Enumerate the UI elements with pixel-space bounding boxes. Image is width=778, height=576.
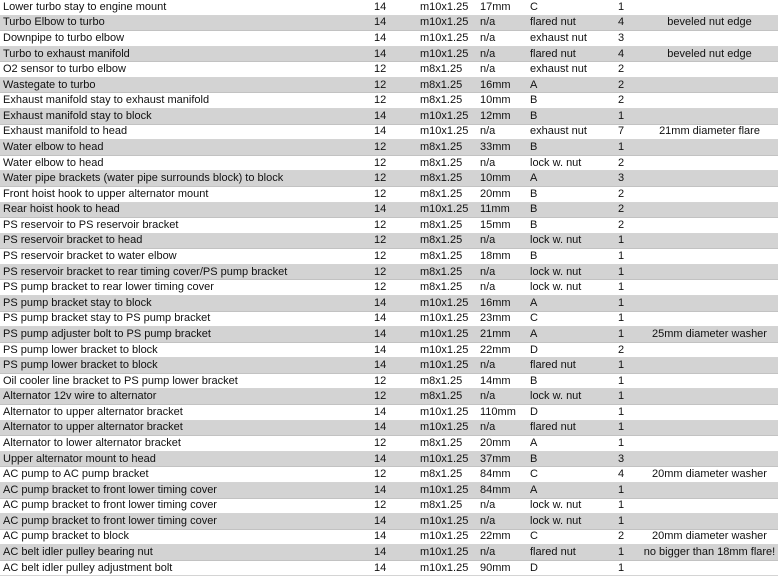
cell-quantity: 1 (615, 327, 641, 343)
cell-thread: m8x1.25 (417, 498, 477, 514)
cell-description: Alternator to upper alternator bracket (0, 420, 370, 436)
cell-length: n/a (477, 124, 527, 140)
cell-description: Downpipe to turbo elbow (0, 31, 370, 47)
cell-type: B (527, 451, 615, 467)
cell-wrench-size: 14 (370, 0, 417, 15)
cell-wrench-size: 12 (370, 93, 417, 109)
cell-thread: m8x1.25 (417, 140, 477, 156)
table-row (0, 311, 778, 327)
cell-note (641, 77, 778, 93)
cell-quantity: 2 (615, 93, 641, 109)
cell-note (641, 31, 778, 47)
cell-length: 12mm (477, 109, 527, 125)
cell-wrench-size: 14 (370, 31, 417, 47)
cell-thread: m8x1.25 (417, 280, 477, 296)
cell-note (641, 373, 778, 389)
cell-description: AC pump to AC pump bracket (0, 467, 370, 483)
cell-type: A (527, 171, 615, 187)
cell-length: n/a (477, 498, 527, 514)
cell-wrench-size: 12 (370, 186, 417, 202)
cell-wrench-size: 14 (370, 358, 417, 374)
cell-type: B (527, 249, 615, 265)
cell-wrench-size: 14 (370, 560, 417, 576)
cell-quantity: 3 (615, 31, 641, 47)
cell-description: Front hoist hook to upper alternator mount (0, 186, 370, 202)
cell-description: Alternator 12v wire to alternator (0, 389, 370, 405)
cell-length: 18mm (477, 249, 527, 265)
cell-length: 23mm (477, 311, 527, 327)
cell-length: n/a (477, 420, 527, 436)
cell-note (641, 0, 778, 15)
cell-description: AC pump bracket to front lower timing cover (0, 498, 370, 514)
table-row (0, 389, 778, 405)
cell-length: 20mm (477, 436, 527, 452)
cell-note: 20mm diameter washer (641, 467, 778, 483)
cell-thread: m10x1.25 (417, 311, 477, 327)
cell-description: PS pump adjuster bolt to PS pump bracket (0, 327, 370, 343)
cell-note (641, 482, 778, 498)
cell-note (641, 62, 778, 78)
cell-length: 84mm (477, 482, 527, 498)
cell-wrench-size: 14 (370, 514, 417, 530)
cell-note (641, 451, 778, 467)
table-row (0, 264, 778, 280)
cell-description: AC pump bracket to front lower timing cover (0, 482, 370, 498)
cell-thread: m10x1.25 (417, 109, 477, 125)
cell-wrench-size: 14 (370, 202, 417, 218)
cell-quantity: 4 (615, 467, 641, 483)
cell-thread: m10x1.25 (417, 451, 477, 467)
cell-type: lock w. nut (527, 389, 615, 405)
cell-wrench-size: 12 (370, 467, 417, 483)
cell-thread: m8x1.25 (417, 171, 477, 187)
cell-length: 20mm (477, 186, 527, 202)
cell-thread: m10x1.25 (417, 545, 477, 561)
cell-wrench-size: 12 (370, 218, 417, 234)
cell-quantity: 7 (615, 124, 641, 140)
cell-type: lock w. nut (527, 233, 615, 249)
table-row (0, 529, 778, 545)
table-row (0, 560, 778, 576)
cell-type: exhaust nut (527, 31, 615, 47)
cell-note (641, 498, 778, 514)
cell-thread: m10x1.25 (417, 560, 477, 576)
cell-description: Alternator to upper alternator bracket (0, 405, 370, 421)
cell-thread: m8x1.25 (417, 233, 477, 249)
cell-type: flared nut (527, 358, 615, 374)
cell-quantity: 2 (615, 218, 641, 234)
table-row (0, 15, 778, 31)
cell-quantity: 1 (615, 311, 641, 327)
table-row (0, 109, 778, 125)
cell-thread: m8x1.25 (417, 186, 477, 202)
cell-quantity: 1 (615, 109, 641, 125)
cell-thread: m8x1.25 (417, 389, 477, 405)
cell-description: Alternator to lower alternator bracket (0, 436, 370, 452)
cell-note (641, 171, 778, 187)
cell-type: B (527, 202, 615, 218)
cell-note (641, 202, 778, 218)
cell-length: 14mm (477, 373, 527, 389)
cell-description: AC belt idler pulley adjustment bolt (0, 560, 370, 576)
table-row (0, 93, 778, 109)
cell-wrench-size: 14 (370, 109, 417, 125)
cell-description: Turbo Elbow to turbo (0, 15, 370, 31)
cell-type: D (527, 405, 615, 421)
cell-thread: m8x1.25 (417, 93, 477, 109)
table-row (0, 436, 778, 452)
cell-quantity: 1 (615, 295, 641, 311)
cell-description: PS pump bracket stay to PS pump bracket (0, 311, 370, 327)
cell-note: 21mm diameter flare (641, 124, 778, 140)
cell-description: Oil cooler line bracket to PS pump lower bracket (0, 373, 370, 389)
cell-length: 10mm (477, 93, 527, 109)
cell-length: n/a (477, 358, 527, 374)
cell-thread: m10x1.25 (417, 482, 477, 498)
cell-thread: m10x1.25 (417, 420, 477, 436)
cell-wrench-size: 14 (370, 311, 417, 327)
cell-wrench-size: 12 (370, 77, 417, 93)
cell-thread: m8x1.25 (417, 62, 477, 78)
cell-type: lock w. nut (527, 155, 615, 171)
cell-quantity: 4 (615, 46, 641, 62)
cell-note (641, 280, 778, 296)
cell-quantity: 1 (615, 482, 641, 498)
cell-quantity: 1 (615, 373, 641, 389)
table-row (0, 420, 778, 436)
cell-type: exhaust nut (527, 62, 615, 78)
cell-length: n/a (477, 264, 527, 280)
cell-wrench-size: 12 (370, 264, 417, 280)
cell-thread: m10x1.25 (417, 295, 477, 311)
cell-type: lock w. nut (527, 264, 615, 280)
table-row (0, 327, 778, 343)
cell-length: n/a (477, 31, 527, 47)
cell-wrench-size: 14 (370, 482, 417, 498)
cell-description: PS pump lower bracket to block (0, 358, 370, 374)
cell-quantity: 4 (615, 15, 641, 31)
cell-type: B (527, 218, 615, 234)
cell-length: n/a (477, 514, 527, 530)
cell-type: C (527, 311, 615, 327)
cell-wrench-size: 12 (370, 373, 417, 389)
cell-thread: m8x1.25 (417, 436, 477, 452)
cell-length: 11mm (477, 202, 527, 218)
cell-type: lock w. nut (527, 498, 615, 514)
cell-thread: m10x1.25 (417, 529, 477, 545)
cell-wrench-size: 14 (370, 124, 417, 140)
cell-note (641, 560, 778, 576)
table-row (0, 46, 778, 62)
cell-length: 16mm (477, 77, 527, 93)
cell-type: A (527, 295, 615, 311)
table-row (0, 451, 778, 467)
cell-quantity: 1 (615, 405, 641, 421)
cell-description: Exhaust manifold to head (0, 124, 370, 140)
cell-type: A (527, 482, 615, 498)
cell-type: D (527, 342, 615, 358)
cell-description: PS pump bracket to rear lower timing cover (0, 280, 370, 296)
cell-description: PS reservoir to PS reservoir bracket (0, 218, 370, 234)
table-row (0, 373, 778, 389)
cell-description: Exhaust manifold stay to block (0, 109, 370, 125)
cell-note (641, 93, 778, 109)
cell-type: B (527, 93, 615, 109)
table-row (0, 155, 778, 171)
table-row (0, 186, 778, 202)
cell-thread: m8x1.25 (417, 264, 477, 280)
cell-wrench-size: 12 (370, 498, 417, 514)
cell-type: flared nut (527, 15, 615, 31)
cell-note (641, 155, 778, 171)
table-row (0, 62, 778, 78)
cell-wrench-size: 14 (370, 451, 417, 467)
cell-length: 37mm (477, 451, 527, 467)
cell-quantity: 2 (615, 155, 641, 171)
cell-length: n/a (477, 62, 527, 78)
cell-length: 22mm (477, 342, 527, 358)
table-row (0, 295, 778, 311)
cell-length: 17mm (477, 0, 527, 15)
cell-thread: m10x1.25 (417, 514, 477, 530)
table-row (0, 280, 778, 296)
cell-description: Upper alternator mount to head (0, 451, 370, 467)
cell-description: Rear hoist hook to head (0, 202, 370, 218)
cell-wrench-size: 14 (370, 420, 417, 436)
table-row (0, 202, 778, 218)
table-row (0, 0, 778, 15)
table-row (0, 31, 778, 47)
cell-thread: m10x1.25 (417, 202, 477, 218)
cell-note (641, 405, 778, 421)
cell-type: A (527, 327, 615, 343)
cell-description: Water elbow to head (0, 155, 370, 171)
cell-thread: m10x1.25 (417, 327, 477, 343)
cell-description: Turbo to exhaust manifold (0, 46, 370, 62)
cell-description: AC belt idler pulley bearing nut (0, 545, 370, 561)
cell-length: n/a (477, 389, 527, 405)
cell-quantity: 1 (615, 233, 641, 249)
cell-quantity: 1 (615, 0, 641, 15)
cell-quantity: 1 (615, 545, 641, 561)
cell-description: PS reservoir bracket to rear timing cover/PS pump bracket (0, 264, 370, 280)
table-row (0, 405, 778, 421)
cell-length: 90mm (477, 560, 527, 576)
cell-quantity: 2 (615, 202, 641, 218)
cell-note: 20mm diameter washer (641, 529, 778, 545)
cell-length: n/a (477, 46, 527, 62)
cell-quantity: 1 (615, 264, 641, 280)
table-row (0, 140, 778, 156)
cell-type: D (527, 560, 615, 576)
cell-note (641, 249, 778, 265)
cell-type: B (527, 186, 615, 202)
cell-note: beveled nut edge (641, 15, 778, 31)
cell-wrench-size: 12 (370, 249, 417, 265)
cell-description: Wastegate to turbo (0, 77, 370, 93)
cell-length: 10mm (477, 171, 527, 187)
cell-description: PS reservoir bracket to head (0, 233, 370, 249)
cell-length: n/a (477, 280, 527, 296)
cell-note (641, 295, 778, 311)
cell-thread: m10x1.25 (417, 0, 477, 15)
cell-quantity: 2 (615, 186, 641, 202)
cell-note: beveled nut edge (641, 46, 778, 62)
table-row (0, 342, 778, 358)
cell-length: 16mm (477, 295, 527, 311)
cell-wrench-size: 12 (370, 233, 417, 249)
table-row (0, 218, 778, 234)
cell-note: no bigger than 18mm flare! (641, 545, 778, 561)
cell-type: flared nut (527, 46, 615, 62)
cell-length: n/a (477, 155, 527, 171)
cell-description: PS reservoir bracket to water elbow (0, 249, 370, 265)
cell-length: 110mm (477, 405, 527, 421)
cell-note (641, 311, 778, 327)
cell-wrench-size: 12 (370, 155, 417, 171)
cell-type: lock w. nut (527, 514, 615, 530)
cell-thread: m10x1.25 (417, 31, 477, 47)
cell-quantity: 1 (615, 280, 641, 296)
cell-type: C (527, 0, 615, 15)
table-row (0, 467, 778, 483)
cell-wrench-size: 14 (370, 15, 417, 31)
cell-thread: m8x1.25 (417, 249, 477, 265)
cell-length: n/a (477, 545, 527, 561)
cell-quantity: 3 (615, 171, 641, 187)
cell-note (641, 109, 778, 125)
cell-description: Water pipe brackets (water pipe surrounds block) to block (0, 171, 370, 187)
cell-quantity: 2 (615, 529, 641, 545)
table-row (0, 249, 778, 265)
cell-note (641, 420, 778, 436)
cell-wrench-size: 14 (370, 327, 417, 343)
cell-thread: m10x1.25 (417, 405, 477, 421)
cell-length: n/a (477, 15, 527, 31)
cell-wrench-size: 12 (370, 389, 417, 405)
cell-type: C (527, 467, 615, 483)
table-row (0, 77, 778, 93)
table-row (0, 171, 778, 187)
cell-type: B (527, 109, 615, 125)
cell-description: AC pump bracket to front lower timing cover (0, 514, 370, 530)
cell-note (641, 218, 778, 234)
cell-wrench-size: 12 (370, 62, 417, 78)
cell-note (641, 264, 778, 280)
table-row (0, 514, 778, 530)
cell-thread: m10x1.25 (417, 124, 477, 140)
cell-quantity: 2 (615, 77, 641, 93)
cell-type: lock w. nut (527, 280, 615, 296)
cell-length: 33mm (477, 140, 527, 156)
cell-wrench-size: 14 (370, 342, 417, 358)
cell-quantity: 1 (615, 420, 641, 436)
cell-length: 84mm (477, 467, 527, 483)
table-row (0, 482, 778, 498)
cell-description: AC pump bracket to block (0, 529, 370, 545)
cell-note (641, 389, 778, 405)
cell-thread: m8x1.25 (417, 155, 477, 171)
cell-length: 21mm (477, 327, 527, 343)
cell-quantity: 1 (615, 498, 641, 514)
cell-wrench-size: 14 (370, 529, 417, 545)
cell-thread: m10x1.25 (417, 46, 477, 62)
cell-wrench-size: 14 (370, 295, 417, 311)
table-row (0, 233, 778, 249)
cell-quantity: 1 (615, 560, 641, 576)
cell-type: C (527, 529, 615, 545)
cell-thread: m8x1.25 (417, 373, 477, 389)
cell-thread: m8x1.25 (417, 467, 477, 483)
cell-type: A (527, 77, 615, 93)
cell-type: A (527, 436, 615, 452)
cell-thread: m8x1.25 (417, 218, 477, 234)
cell-note (641, 140, 778, 156)
cell-type: B (527, 140, 615, 156)
cell-description: Water elbow to head (0, 140, 370, 156)
cell-quantity: 1 (615, 514, 641, 530)
cell-wrench-size: 12 (370, 280, 417, 296)
cell-wrench-size: 12 (370, 171, 417, 187)
cell-wrench-size: 12 (370, 436, 417, 452)
cell-quantity: 2 (615, 342, 641, 358)
cell-thread: m10x1.25 (417, 342, 477, 358)
cell-wrench-size: 14 (370, 405, 417, 421)
cell-note (641, 358, 778, 374)
cell-note: 25mm diameter washer (641, 327, 778, 343)
cell-note (641, 342, 778, 358)
cell-wrench-size: 12 (370, 140, 417, 156)
cell-length: 22mm (477, 529, 527, 545)
cell-description: Lower turbo stay to engine mount (0, 0, 370, 15)
cell-note (641, 436, 778, 452)
cell-wrench-size: 14 (370, 545, 417, 561)
cell-quantity: 1 (615, 436, 641, 452)
cell-description: Exhaust manifold stay to exhaust manifold (0, 93, 370, 109)
cell-type: B (527, 373, 615, 389)
cell-quantity: 1 (615, 358, 641, 374)
cell-quantity: 3 (615, 451, 641, 467)
cell-note (641, 186, 778, 202)
cell-quantity: 2 (615, 62, 641, 78)
cell-type: flared nut (527, 420, 615, 436)
table-row (0, 124, 778, 140)
cell-note (641, 233, 778, 249)
cell-quantity: 1 (615, 249, 641, 265)
cell-type: flared nut (527, 545, 615, 561)
cell-wrench-size: 14 (370, 46, 417, 62)
cell-quantity: 1 (615, 389, 641, 405)
table-row (0, 545, 778, 561)
cell-description: PS pump lower bracket to block (0, 342, 370, 358)
cell-description: O2 sensor to turbo elbow (0, 62, 370, 78)
cell-thread: m10x1.25 (417, 15, 477, 31)
cell-quantity: 1 (615, 140, 641, 156)
cell-length: 15mm (477, 218, 527, 234)
cell-note (641, 514, 778, 530)
cell-type: exhaust nut (527, 124, 615, 140)
cell-description: PS pump bracket stay to block (0, 295, 370, 311)
cell-thread: m10x1.25 (417, 358, 477, 374)
cell-length: n/a (477, 233, 527, 249)
table-row (0, 498, 778, 514)
cell-thread: m8x1.25 (417, 77, 477, 93)
table-row (0, 358, 778, 374)
